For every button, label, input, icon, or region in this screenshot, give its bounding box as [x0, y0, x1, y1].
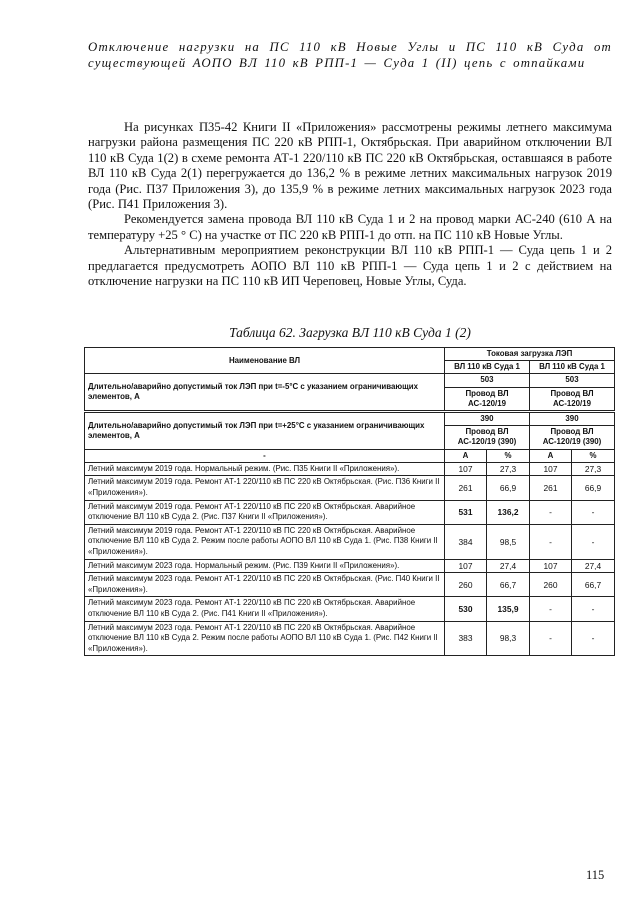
row-description: Летний максимум 2023 года. Ремонт АТ-1 220/110 кВ ПС 220 кВ Октябрьская. Аварийное отключение ВЛ 110 кВ Суда 2. Режим после работы АОПО ВЛ 110 кВ Суда 1. (Рис. П42 Книги II «Приложения»).: [85, 621, 445, 656]
row-description: Летний максимум 2019 года. Нормальный режим. (Рис. П35 Книги II «Приложения»).: [85, 462, 445, 476]
minus5-value-2: 503: [530, 374, 615, 387]
row-current-a-1: 260: [445, 573, 487, 597]
paragraph-2: Рекомендуется замена провода ВЛ 110 кВ Суда 1 и 2 на провод марки АС-240 (610 А на температуру +25 ° С) на участке от ПС 220 кВ РПП-1 до отп. на ПС 110 кВ Новые Углы.: [88, 212, 612, 242]
row-load-pct-1: 27,3: [487, 462, 530, 476]
row-load-pct-2: 66,7: [572, 573, 615, 597]
paragraph-3: Альтернативным мероприятием реконструкции ВЛ 110 кВ РПП-1 — Суда цепь 1 и 2 предлагается предусмотреть АОПО ВЛ 110 кВ РПП-1 — Суда цепь 1 и 2 с действием на отключение нагрузки на ПС 110 кВ ИП Череповец, Новые Углы, Суда.: [88, 243, 612, 289]
row-description: Летний максимум 2019 года. Ремонт АТ-1 220/110 кВ ПС 220 кВ Октябрьская. Аварийное отключение ВЛ 110 кВ Суда 2. (Рис. П37 Книги II «Приложения»).: [85, 500, 445, 524]
table-row: [85, 524, 615, 559]
table-caption: Таблица 62. Загрузка ВЛ 110 кВ Суда 1 (2): [229, 325, 471, 340]
row-current-a-1: 530: [445, 597, 487, 621]
row-current-a-2: 260: [530, 573, 572, 597]
minus5-values-row: [85, 374, 615, 387]
name-header: Наименование ВЛ: [85, 348, 445, 374]
row-description: Летний максимум 2019 года. Ремонт АТ-1 220/110 кВ ПС 220 кВ Октябрьская. (Рис. П36 Книги II «Приложения»).: [85, 476, 445, 500]
paragraph-1: На рисунках П35-42 Книги II «Приложения» рассмотрены режимы летнего максимума нагрузки района размещения ПС 220 кВ РПП-1, Октябрьская. При аварийном отключении ВЛ 110 кВ Суда 1(2) в схеме ремонта АТ-1 220/110 кВ ПС 220 кВ Октябрьская, оставшаяся в работе ВЛ 110 кВ Суда 2(1) перегружается до 136,2 % в режиме летних максимальных нагрузок 2019 года (Рис. П37 Приложения 3), до 135,9 % в режиме летних максимальных нагрузок 2023 года (Рис. П41 Приложения 3).: [88, 120, 612, 212]
table-row: [85, 462, 615, 476]
plus25-element-1: Провод ВЛ АС-120/19 (390): [445, 426, 530, 449]
row-current-a-2: 261: [530, 476, 572, 500]
row-load-pct-2: -: [572, 621, 615, 656]
row-current-a-2: 107: [530, 462, 572, 476]
row-current-a-1: 531: [445, 500, 487, 524]
body-text: [88, 120, 612, 289]
row-load-pct-2: 27,3: [572, 462, 615, 476]
table-header-row: [85, 348, 615, 361]
row-description: Летний максимум 2019 года. Ремонт АТ-1 220/110 кВ ПС 220 кВ Октябрьская. Аварийное отключение ВЛ 110 кВ Суда 2. Режим после работы АОПО ВЛ 110 кВ Суда 1. (Рис. П38 Книги II «Приложения»).: [85, 524, 445, 559]
table-row: [85, 621, 615, 656]
plus25-values-row: [85, 412, 615, 426]
load-table: [84, 347, 615, 656]
load-header: Токовая загрузка ЛЭП: [445, 348, 615, 361]
row-current-a-2: -: [530, 597, 572, 621]
row-description: Летний максимум 2023 года. Ремонт АТ-1 220/110 кВ ПС 220 кВ Октябрьская. (Рис. П40 Книги II «Приложения»).: [85, 573, 445, 597]
row-current-a-1: 107: [445, 559, 487, 573]
plus25-value-1: 390: [445, 412, 530, 426]
table-row: [85, 573, 615, 597]
row-load-pct-1: 66,9: [487, 476, 530, 500]
plus25-label: Длительно/аварийно допустимый ток ЛЭП при t=+25°С с указанием ограничивающих элементов, А: [85, 412, 445, 450]
row-description: Летний максимум 2023 года. Ремонт АТ-1 220/110 кВ ПС 220 кВ Октябрьская. Аварийное отключение ВЛ 110 кВ Суда 2. (Рис. П41 Книги II «Приложения»).: [85, 597, 445, 621]
row-current-a-1: 383: [445, 621, 487, 656]
table-row: [85, 500, 615, 524]
plus25-element-2: Провод ВЛ АС-120/19 (390): [530, 426, 615, 449]
row-load-pct-2: -: [572, 524, 615, 559]
unit-pct-1: %: [487, 449, 530, 462]
units-row: [85, 449, 615, 462]
units-dash: -: [85, 449, 445, 462]
row-current-a-1: 261: [445, 476, 487, 500]
row-description: Летний максимум 2023 года. Нормальный режим. (Рис. П39 Книги II «Приложения»).: [85, 559, 445, 573]
minus5-label: Длительно/аварийно допустимый ток ЛЭП при t=-5°С с указанием ограничивающих элементов, А: [85, 374, 445, 412]
minus5-value-1: 503: [445, 374, 530, 387]
unit-pct-2: %: [572, 449, 615, 462]
row-load-pct-2: 66,9: [572, 476, 615, 500]
row-current-a-1: 107: [445, 462, 487, 476]
plus25-value-2: 390: [530, 412, 615, 426]
row-current-a-1: 384: [445, 524, 487, 559]
row-current-a-2: -: [530, 524, 572, 559]
row-load-pct-1: 98,3: [487, 621, 530, 656]
row-load-pct-1: 136,2: [487, 500, 530, 524]
row-current-a-2: -: [530, 621, 572, 656]
row-load-pct-2: 27,4: [572, 559, 615, 573]
row-current-a-2: -: [530, 500, 572, 524]
unit-a-2: А: [530, 449, 572, 462]
unit-a-1: А: [445, 449, 487, 462]
row-load-pct-2: -: [572, 500, 615, 524]
table-row: [85, 597, 615, 621]
line-name-2: ВЛ 110 кВ Суда 1: [530, 361, 615, 374]
row-current-a-2: 107: [530, 559, 572, 573]
row-load-pct-2: -: [572, 597, 615, 621]
row-load-pct-1: 98,5: [487, 524, 530, 559]
table-row: [85, 559, 615, 573]
page-number: 115: [586, 868, 605, 882]
table-row: [85, 476, 615, 500]
line-name-1: ВЛ 110 кВ Суда 1: [445, 361, 530, 374]
section-heading: Отключение нагрузки на ПС 110 кВ Новые Углы и ПС 110 кВ Суда от существующей АОПО ВЛ 110 кВ РПП-1 — Суда 1 (II) цепь с отпайками: [88, 40, 612, 70]
minus5-element-1: Провод ВЛ АС-120/19: [445, 387, 530, 411]
row-load-pct-1: 135,9: [487, 597, 530, 621]
row-load-pct-1: 27,4: [487, 559, 530, 573]
minus5-element-2: Провод ВЛ АС-120/19: [530, 387, 615, 411]
row-load-pct-1: 66,7: [487, 573, 530, 597]
